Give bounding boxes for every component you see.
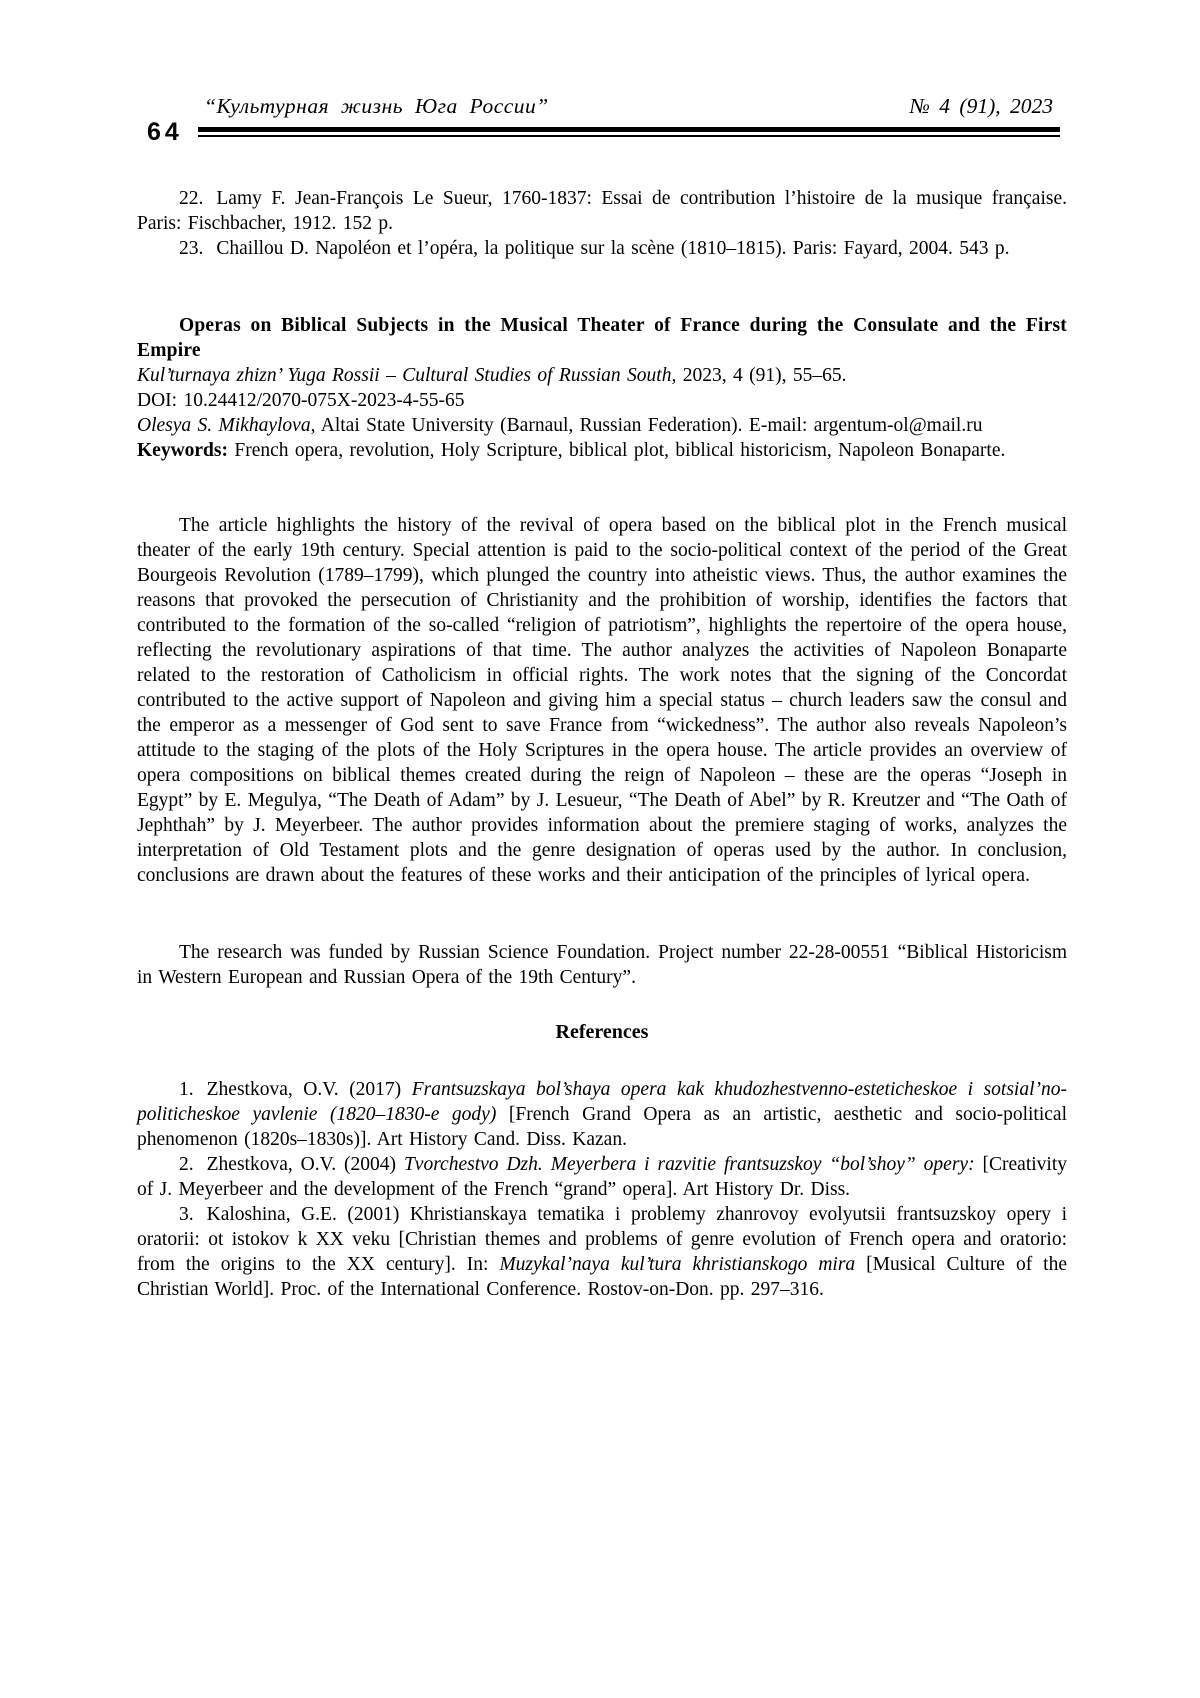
references-heading: References [555, 1021, 649, 1043]
keywords-text: French opera, revolution, Holy Scripture, biblical plot, biblical historicism, Napoleon Bonaparte. [228, 440, 1006, 461]
keywords-line [137, 438, 1067, 463]
reference-number: 23. [179, 238, 204, 259]
reference-number: 1. [179, 1079, 194, 1100]
reference-pre: Zhestkova, O.V. (2004) [206, 1154, 404, 1175]
references-list [137, 1077, 1067, 1302]
header-rule-thin [198, 135, 1060, 137]
reference-item-1 [137, 1077, 1067, 1152]
journal-citation-rest: 2023, 4 (91), 55–65. [676, 365, 847, 386]
issue-info: № 4 (91), 2023 [909, 94, 1053, 118]
reference-number: 22. [179, 188, 204, 209]
author-affiliation: , Altai State University (Barnaul, Russian Federation). E-mail: argentum-ol@mail.ru [310, 415, 983, 436]
reference-item-3 [137, 1202, 1067, 1302]
reference-pre: Kaloshina, G.E. (2001) Khristianskaya tematika i problemy zhanrovoy evolyutsii frantsuzskoy opery i oratorii: ot istokov k XX veku [Christian themes and problems of genre evolution of French opera and oratorio: from the origins to the XX century]. In: [137, 1204, 1067, 1275]
reference-pre: Zhestkova, O.V. (2017) [206, 1079, 412, 1100]
header-rule-thick [198, 127, 1060, 132]
author-name: Olesya S. Mikhaylova [137, 415, 311, 436]
reference-item-2 [137, 1152, 1067, 1202]
reference-post: [Creativity of J. Meyerbeer and the development of the French “grand” opera]. Art History Dr. Diss. [137, 1154, 1067, 1200]
abstract-paragraph: The article highlights the history of the revival of opera based on the biblical plot in the French musical theater of the early 19th century. Special attention is paid to the socio-political context of the period of the Great Bourgeois Revolution (1789–1799), which plunged the country into atheistic views. Thus, the author examines the reasons that provoked the persecution of Christianity and the prohibition of worship, identifies the factors that contributed to the formation of the so-called “religion of patriotism”, highlights the repertoire of the opera house, reflecting the revolutionary aspirations of that time. The author analyzes the activities of Napoleon Bonaparte related to the restoration of Catholicism in official rights. The work notes that the signing of the Concordat contributed to the active support of Napoleon and giving him a special status – church leaders saw the consul and the emperor as a messenger of God sent to save France from “wickedness”. The author also reveals Napoleon’s attitude to the staging of the plots of the Holy Scriptures in the opera house. The article provides an overview of opera compositions on biblical themes created during the reign of Napoleon – these are the operas “Joseph in Egypt” by E. Megulya, “The Death of Adam” by J. Lesueur, “The Death of Abel” by R. Kreutzer and “The Oath of Jephthah” by J. Meyerbeer. The author provides information about the premiere staging of works, analyzes the interpretation of Old Testament plots and the genre designation of operas used by the author. In conclusion, conclusions are drawn about the features of these works and their anticipation of the principles of lyrical opera. [137, 515, 1067, 886]
keywords-label: Keywords: [137, 440, 228, 461]
reference-item-23 [137, 236, 1067, 261]
reference-title-italic: Muzykal’naya kul’tura khristianskogo mira [499, 1254, 856, 1275]
text-column [137, 186, 1067, 1302]
page-number: 64 [147, 118, 183, 146]
doi-line: DOI: 10.24412/2070-075X-2023-4-55-65 [137, 390, 465, 411]
journal-title: “Культурная жизнь Юга России” [204, 94, 549, 118]
journal-citation-italic: Kul’turnaya zhizn’ Yuga Rossii – Cultural Studies of Russian South, [137, 365, 677, 386]
funding-paragraph: The research was funded by Russian Science Foundation. Project number 22-28-00551 “Biblical Historicism in Western European and Russian Opera of the 19th Century”. [137, 942, 1067, 988]
reference-title-italic: Frantsuzskaya bol’shaya opera kak khudozhestvenno-esteticheskoe i sotsial’no-politicheskoe yavlenie (1820–1830-e gody) [137, 1079, 1067, 1125]
reference-item-22 [137, 186, 1067, 236]
journal-citation-line [137, 363, 1067, 388]
reference-post: [French Grand Opera as an artistic, aesthetic and socio-political phenomenon (1820s–1830s)]. Art History Cand. Diss. Kazan. [137, 1104, 1067, 1150]
author-line [137, 413, 1067, 438]
reference-number: 2. [179, 1154, 194, 1175]
header-rule [198, 127, 1060, 137]
reference-text: Chaillou D. Napoléon et l’opéra, la politique sur la scène (1810–1815). Paris: Fayard, 2004. 543 p. [216, 238, 1010, 259]
reference-title-italic: Tvorchestvo Dzh. Meyerbera i razvitie frantsuzskoy “bol’shoy” opery: [403, 1154, 975, 1175]
reference-post: [Musical Culture of the Christian World]. Proc. of the International Conference. Rostov-on-Don. pp. 297–316. [137, 1254, 1067, 1300]
article-title-en: Operas on Biblical Subjects in the Musical Theater of France during the Consulate and the First Empire [137, 315, 1067, 361]
running-head [0, 94, 1200, 164]
reference-text: Lamy F. Jean-François Le Sueur, 1760-1837: Essai de contribution l’histoire de la musique française. Paris: Fischbacher, 1912. 152 p. [137, 188, 1067, 234]
reference-number: 3. [179, 1204, 194, 1225]
